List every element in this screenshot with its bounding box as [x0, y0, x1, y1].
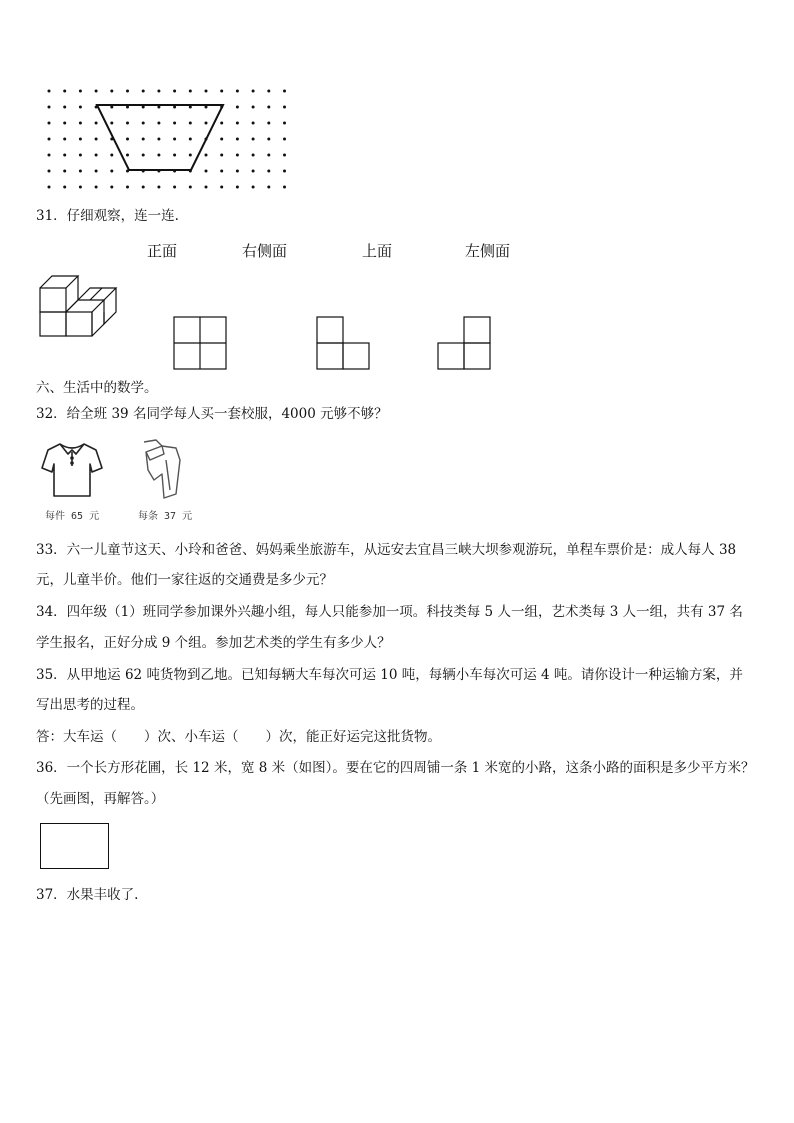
grid-dot	[48, 138, 51, 141]
view-option-square-grid	[173, 316, 227, 370]
grid-dot	[142, 122, 145, 125]
grid-dot	[79, 106, 82, 109]
grid-dot	[236, 186, 239, 189]
grid-dot	[267, 90, 270, 93]
grid-dot	[126, 186, 129, 189]
grid-dot	[48, 170, 51, 173]
grid-dot	[95, 170, 98, 173]
grid-dot	[126, 122, 129, 125]
grid-dot	[63, 170, 66, 173]
grid-dot	[157, 90, 160, 93]
grid-dot	[236, 106, 239, 109]
grid-dot	[110, 170, 113, 173]
grid-dot	[189, 90, 192, 93]
grid-dot	[252, 170, 255, 173]
grid-dot	[236, 90, 239, 93]
grid-dot	[220, 154, 223, 157]
grid-dot	[63, 138, 66, 141]
grid-dot	[236, 170, 239, 173]
grid-dot	[95, 122, 98, 125]
dot-grid-trapezoid-figure	[40, 85, 290, 195]
cube-stack-figure	[38, 274, 120, 340]
grid-dot	[283, 170, 286, 173]
grid-dot	[126, 90, 129, 93]
grid-dot	[48, 106, 51, 109]
grid-dot	[79, 138, 82, 141]
grid-dot	[220, 122, 223, 125]
grid-dot	[252, 138, 255, 141]
grid-dot	[173, 122, 176, 125]
grid-dot	[189, 138, 192, 141]
grid-dot	[252, 186, 255, 189]
grid-dot	[157, 186, 160, 189]
view-label-top: 上面	[362, 242, 393, 260]
grid-dot	[236, 154, 239, 157]
grid-dot	[283, 154, 286, 157]
view-label-right-side: 右侧面	[242, 242, 288, 260]
grid-dot	[252, 106, 255, 109]
grid-dot	[267, 186, 270, 189]
grid-dot	[236, 138, 239, 141]
shirt-price-label: 每件 65 元	[45, 511, 100, 522]
grid-dot	[205, 170, 208, 173]
grid-dot	[267, 122, 270, 125]
grid-dot	[79, 186, 82, 189]
pants-price-label: 每条 37 元	[138, 511, 193, 522]
grid-dot	[205, 154, 208, 157]
grid-dot	[205, 186, 208, 189]
grid-dot	[142, 138, 145, 141]
grid-dot	[236, 122, 239, 125]
grid-dot	[110, 122, 113, 125]
grid-dot	[173, 186, 176, 189]
question-37: 37．水果丰收了.	[36, 887, 139, 903]
grid-dot	[95, 138, 98, 141]
grid-dot	[267, 170, 270, 173]
grid-dot	[126, 154, 129, 157]
garden-rectangle-figure	[40, 823, 109, 869]
question-35-line-2: 写出思考的过程。	[36, 697, 144, 713]
grid-dot	[267, 138, 270, 141]
grid-dot	[142, 90, 145, 93]
grid-dot	[126, 138, 129, 141]
view-label-front: 正面	[147, 242, 178, 260]
grid-dot	[63, 154, 66, 157]
question-32: 32．给全班 39 名同学每人买一套校服，4000 元够不够？	[36, 406, 388, 422]
grid-dot	[252, 154, 255, 157]
grid-dot	[252, 90, 255, 93]
grid-dot	[79, 122, 82, 125]
question-34-line-1: 34．四年级（1）班同学参加课外兴趣小组，每人只能参加一项。科技类每 5 人一组，艺术类每 3 人一组，共有 37 名	[36, 604, 743, 620]
grid-dot	[283, 186, 286, 189]
grid-dot	[283, 138, 286, 141]
view-option-l-shape-right	[437, 316, 493, 370]
view-label-left-side: 左侧面	[465, 242, 511, 260]
grid-dot	[283, 122, 286, 125]
question-31: 31．仔细观察，连一连.	[36, 208, 179, 224]
grid-dot	[63, 106, 66, 109]
question-36-line-2: （先画图，再解答。）	[36, 791, 165, 807]
grid-dot	[48, 186, 51, 189]
grid-dot	[48, 122, 51, 125]
grid-dot	[63, 122, 66, 125]
grid-dot	[283, 106, 286, 109]
grid-dot	[48, 154, 51, 157]
grid-dot	[142, 186, 145, 189]
grid-dot	[283, 90, 286, 93]
question-33-line-2: 元，儿童半价。他们一家往返的交通费是多少元？	[36, 572, 333, 588]
grid-dot	[110, 90, 113, 93]
grid-dot	[189, 186, 192, 189]
grid-dot	[252, 122, 255, 125]
grid-dot	[173, 138, 176, 141]
grid-dot	[95, 154, 98, 157]
grid-dot	[63, 90, 66, 93]
question-34-line-2: 学生报名，正好分成 9 个组。参加艺术类的学生有多少人？	[36, 635, 391, 651]
grid-dot	[95, 186, 98, 189]
grid-dot	[189, 122, 192, 125]
question-35-line-1: 35．从甲地运 62 吨货物到乙地。已知每辆大车每次可运 10 吨，每辆小车每次可运 4 吨。请你设计一种运输方案，并	[36, 667, 743, 683]
grid-dot	[142, 154, 145, 157]
grid-dot	[79, 170, 82, 173]
grid-dot	[267, 106, 270, 109]
pants-icon	[140, 440, 185, 502]
grid-dot	[157, 154, 160, 157]
grid-dot	[110, 186, 113, 189]
grid-dot	[48, 90, 51, 93]
grid-dot	[173, 90, 176, 93]
trapezoid-shape	[97, 105, 223, 170]
grid-dot	[220, 138, 223, 141]
grid-dot	[205, 122, 208, 125]
shirt-icon	[40, 440, 104, 500]
grid-dot	[220, 186, 223, 189]
grid-dot	[157, 122, 160, 125]
grid-dot	[79, 154, 82, 157]
grid-dot	[110, 154, 113, 157]
grid-dot	[267, 154, 270, 157]
question-33-line-1: 33．六一儿童节这天、小玲和爸爸、妈妈乘坐旅游车，从远安去宜昌三峡大坝参观游玩，单程车票价是：成人每人 38	[36, 542, 737, 558]
grid-dot	[63, 186, 66, 189]
view-option-l-shape-left	[316, 316, 372, 370]
grid-dot	[220, 170, 223, 173]
grid-dot	[189, 154, 192, 157]
grid-dot	[205, 90, 208, 93]
grid-dot	[173, 154, 176, 157]
grid-dot	[157, 138, 160, 141]
grid-dot	[220, 90, 223, 93]
grid-dot	[79, 90, 82, 93]
section-six-heading: 六、生活中的数学。	[36, 380, 158, 396]
question-36-line-1: 36．一个长方形花圃，长 12 米，宽 8 米（如图）。要在它的四周铺一条 1 米宽的小路，这条小路的面积是多少平方米？	[36, 760, 755, 776]
question-35-answer: 答：大车运（ ）次、小车运（ ）次，能正好运完这批货物。	[36, 729, 441, 745]
grid-dot	[95, 90, 98, 93]
